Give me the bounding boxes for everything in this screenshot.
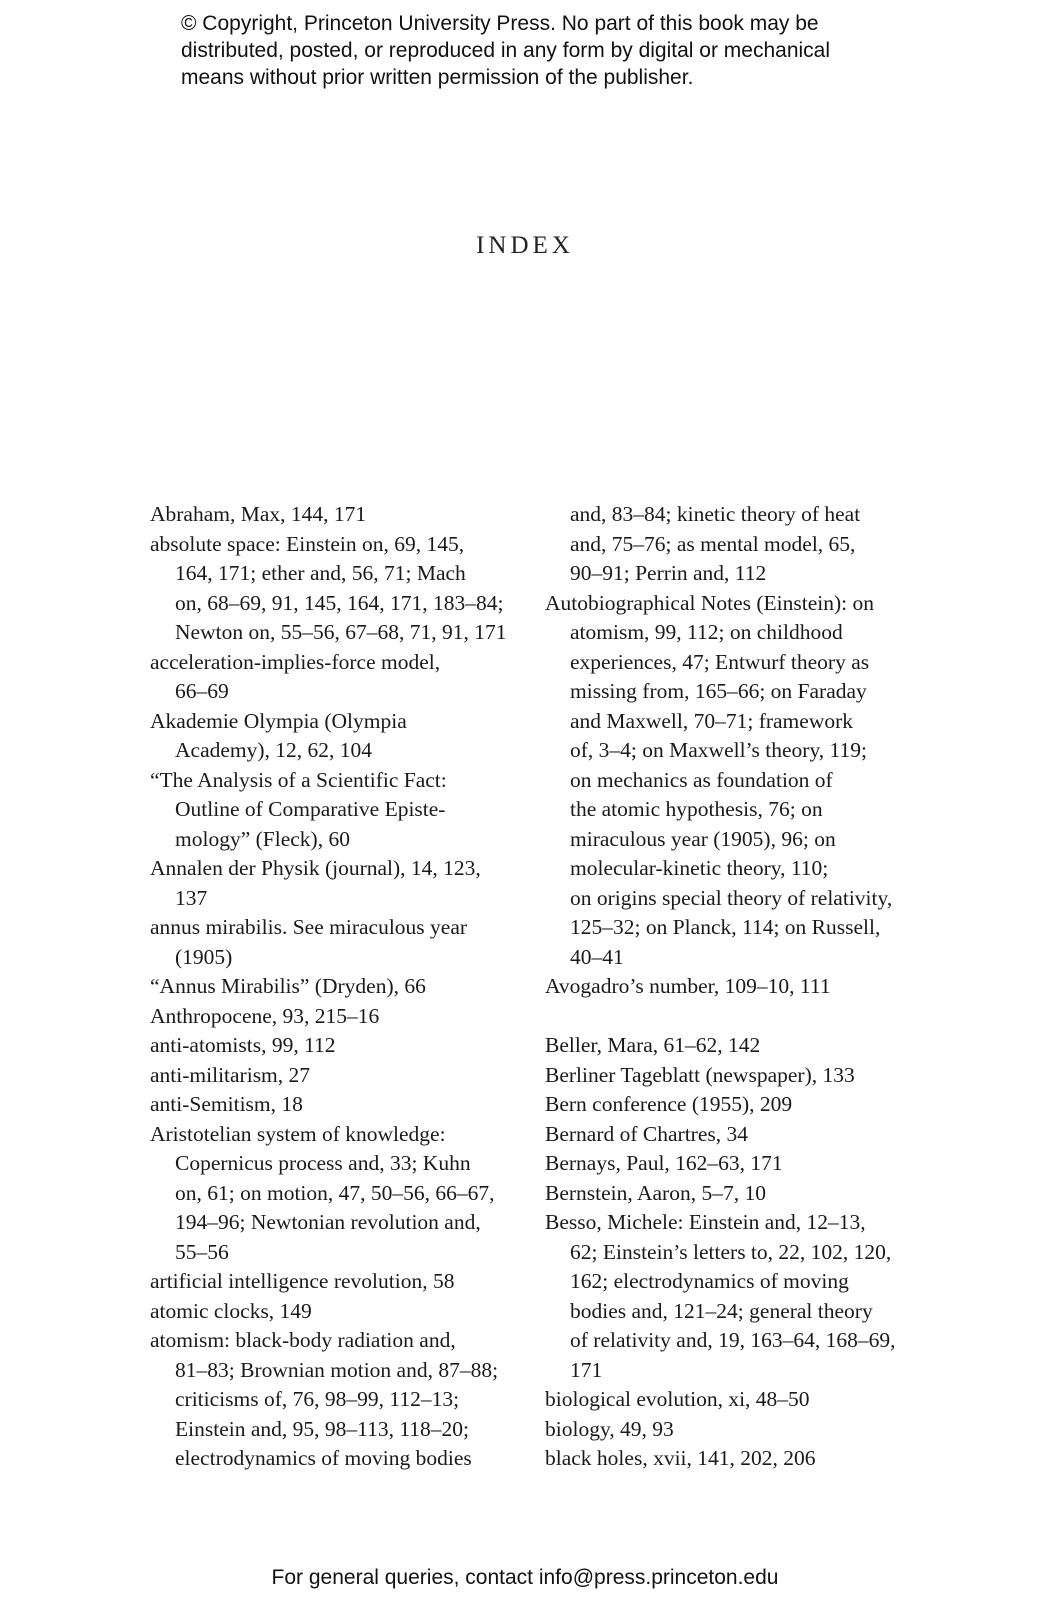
index-entry-line: experiences, 47; Entwurf theory as: [570, 649, 870, 674]
index-entry-line: and, 75–76; as mental model, 65,: [570, 531, 856, 556]
index-entry: [545, 1179, 905, 1209]
index-entry: [150, 1297, 515, 1327]
index-entry-line: Abraham, Max, 144, 171: [150, 502, 367, 526]
index-entry-line: miraculous year (1905), 96; on: [570, 826, 836, 851]
index-entry: [150, 500, 515, 530]
index-entry-line: Besso, Michele: Einstein and, 12–13,: [545, 1210, 866, 1234]
index-entry: [545, 1415, 905, 1445]
index-entry: [150, 972, 515, 1002]
index-entry-line: criticisms of, 76, 98–99, 112–13;: [175, 1387, 460, 1411]
index-entry-line: 164, 171; ether and, 56, 71; Mach: [175, 561, 466, 585]
index-entry: [150, 707, 515, 766]
index-entry: [150, 766, 515, 855]
index-entry-line: anti-atomists, 99, 112: [150, 1033, 336, 1057]
index-entry-line: 194–96; Newtonian revolution and,: [175, 1210, 481, 1234]
index-entry: [150, 1267, 515, 1297]
index-entry: [150, 1031, 515, 1061]
index-entry-line: Einstein and, 95, 98–113, 118–20;: [175, 1416, 470, 1441]
index-entry-line: bodies and, 121–24; general theory: [570, 1298, 873, 1323]
copyright-line: © Copyright, Princeton University Press. No part of this book may be: [181, 12, 819, 35]
copyright-line: means without prior written permission of the publisher.: [181, 66, 694, 89]
index-entry-line: electrodynamics of moving bodies: [175, 1446, 472, 1470]
index-entry-line: atomism: black-body radiation and,: [150, 1328, 456, 1352]
index-entry: [545, 1031, 905, 1061]
index-entry-line: 171: [570, 1357, 603, 1382]
index-entry-line: annus mirabilis. See miraculous year: [150, 915, 468, 939]
index-entry: [150, 530, 515, 648]
index-entry-line: Beller, Mara, 61–62, 142: [545, 1033, 761, 1057]
index-entry-line: acceleration-implies-force model,: [150, 649, 441, 674]
index-entry: [150, 648, 515, 707]
index-entry-line: 81–83; Brownian motion and, 87–88;: [175, 1357, 499, 1382]
index-entry-line: Berliner Tageblatt (newspaper), 133: [545, 1062, 855, 1087]
index-entry-line: Outline of Comparative Episte-: [175, 797, 446, 821]
index-entry-line: Autobiographical Notes (Einstein): on: [545, 590, 874, 615]
index-entry: [545, 1061, 905, 1091]
page-title: INDEX: [476, 232, 574, 259]
index-entry-line: 137: [175, 885, 208, 910]
index-entry-line: (1905): [175, 944, 233, 969]
index-column-right: [545, 500, 905, 1474]
index-entry-line: Akademie Olympia (Olympia: [150, 708, 407, 733]
index-entry: [150, 1120, 515, 1268]
copyright-line: distributed, posted, or reproduced in any form by digital or mechanical: [181, 39, 831, 62]
index-entry: [150, 1002, 515, 1032]
index-entry: [545, 589, 905, 973]
index-entry-line: atomism, 99, 112; on childhood: [570, 620, 843, 644]
index-entry-line: missing from, 165–66; on Faraday: [570, 679, 867, 703]
index-entry-line: Bernays, Paul, 162–63, 171: [545, 1151, 783, 1175]
index-entry: [545, 1149, 905, 1179]
index-entry-line: atomic clocks, 149: [150, 1298, 312, 1323]
index-entry: [150, 1326, 515, 1474]
index-entry-line: 90–91; Perrin and, 112: [570, 561, 767, 585]
index-entry-line: Anthropocene, 93, 215–16: [150, 1003, 380, 1028]
index-entry: [545, 500, 905, 589]
index-entry: [150, 854, 515, 913]
index-entry-line: 162; electrodynamics of moving: [570, 1269, 849, 1293]
index-entry-line: Bernard of Chartres, 34: [545, 1121, 748, 1146]
index-entry-line: Avogadro’s number, 109–10, 111: [545, 974, 831, 998]
index-entry-line: on origins special theory of relativity,: [570, 885, 893, 910]
index-entry-line: of relativity and, 19, 163–64, 168–69,: [570, 1328, 896, 1352]
index-entry-line: molecular-kinetic theory, 110;: [570, 856, 829, 880]
index-entry-line: 55–56: [175, 1239, 229, 1264]
index-entry: [545, 1120, 905, 1150]
index-entry: [545, 1090, 905, 1120]
index-entry-line: 40–41: [570, 944, 624, 969]
index-entry-line: Annalen der Physik (journal), 14, 123,: [150, 856, 481, 880]
index-entry-line: Aristotelian system of knowledge:: [150, 1121, 446, 1146]
index-entry-line: biological evolution, xi, 48–50: [545, 1387, 810, 1411]
index-entry-line: of, 3–4; on Maxwell’s theory, 119;: [570, 738, 867, 762]
index-entry-line: mology” (Fleck), 60: [175, 826, 350, 851]
footer-contact: For general queries, contact info@press.princeton.edu: [271, 1566, 779, 1589]
index-entry-line: artificial intelligence revolution, 58: [150, 1269, 455, 1293]
index-entry-line: on, 61; on motion, 47, 50–56, 66–67,: [175, 1180, 495, 1205]
index-entry-line: on mechanics as foundation of: [570, 767, 833, 792]
index-entry: [545, 1385, 905, 1415]
index-entry-line: biology, 49, 93: [545, 1416, 674, 1441]
index-entry-line: the atomic hypothesis, 76; on: [570, 797, 823, 821]
index-entry-line: 66–69: [175, 679, 229, 703]
index-entry-line: anti-Semitism, 18: [150, 1092, 303, 1116]
index-entry: [150, 1090, 515, 1120]
index-entry-line: on, 68–69, 91, 145, 164, 171, 183–84;: [175, 590, 504, 615]
copyright-notice: [181, 10, 941, 91]
index-entry-line: black holes, xvii, 141, 202, 206: [545, 1446, 816, 1470]
index-entry-line: anti-militarism, 27: [150, 1062, 311, 1087]
index-entry: [545, 1208, 905, 1385]
index-entry-line: Academy), 12, 62, 104: [175, 738, 373, 762]
index-entry-line: Copernicus process and, 33; Kuhn: [175, 1151, 471, 1175]
index-entry-line: Bernstein, Aaron, 5–7, 10: [545, 1180, 766, 1205]
index-entry: [545, 1444, 905, 1474]
index-entry: [150, 1061, 515, 1091]
index-entry-line: and, 83–84; kinetic theory of heat: [570, 502, 861, 526]
index-entry-line: 62; Einstein’s letters to, 22, 102, 120,: [570, 1239, 892, 1264]
index-entry-line: and Maxwell, 70–71; framework: [570, 708, 854, 733]
index-entry: [150, 913, 515, 972]
index-entry-line: Newton on, 55–56, 67–68, 71, 91, 171: [175, 620, 507, 644]
index-entry: [545, 972, 905, 1002]
index-entry-line: 125–32; on Planck, 114; on Russell,: [570, 915, 881, 939]
index-entry-line: “The Analysis of a Scientific Fact:: [150, 767, 447, 792]
index-entry-line: “Annus Mirabilis” (Dryden), 66: [150, 974, 426, 998]
index-entry-line: Bern conference (1955), 209: [545, 1092, 793, 1116]
index-column-left: [150, 500, 515, 1474]
index-entry-line: absolute space: Einstein on, 69, 145,: [150, 531, 465, 556]
